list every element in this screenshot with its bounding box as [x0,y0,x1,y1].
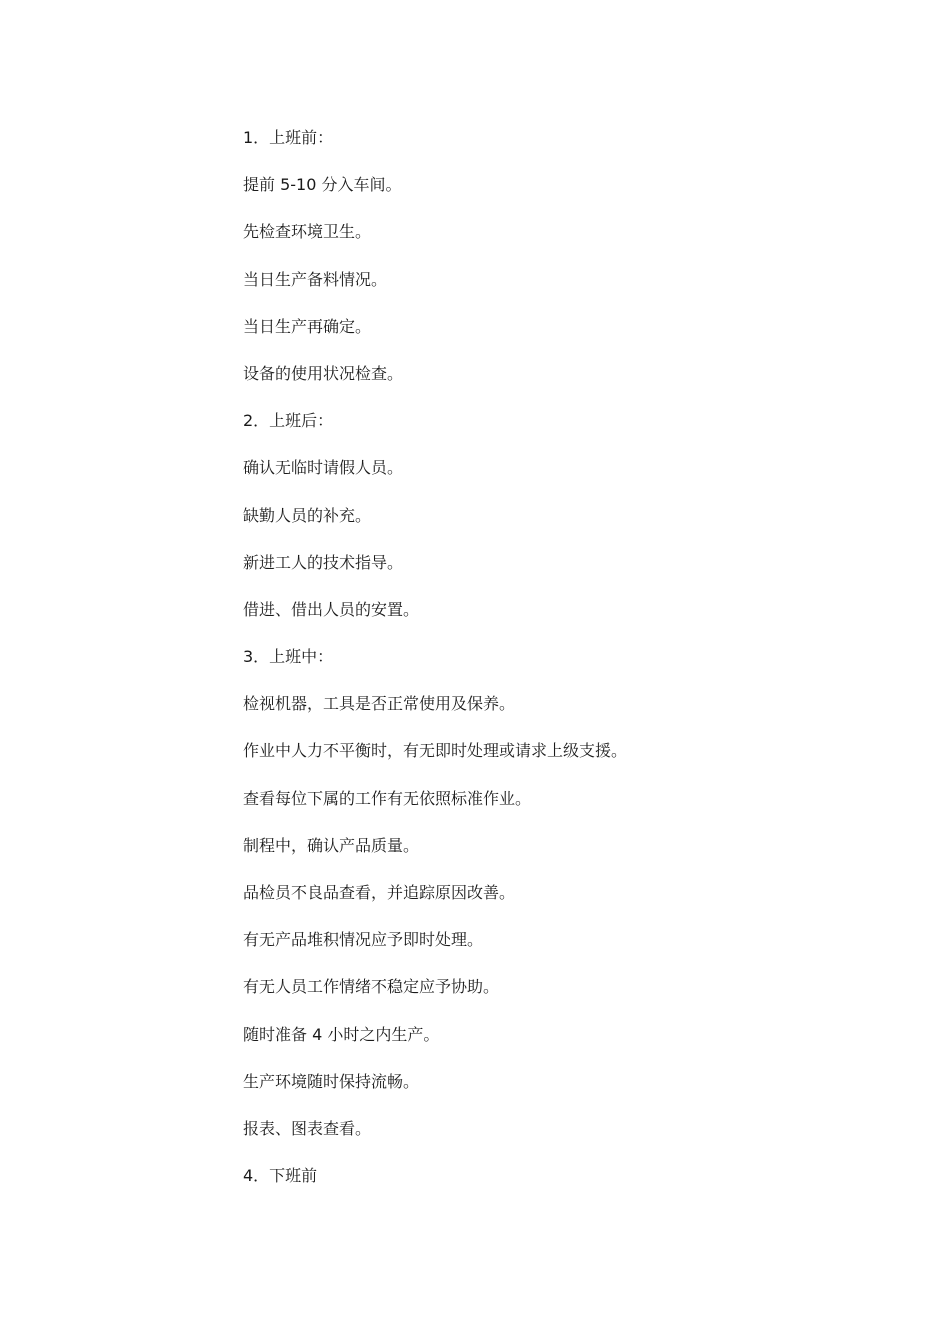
section-heading-after-start: 2．上班后： [243,411,334,431]
paragraph-line: 有无产品堆积情况应予即时处理。 [243,930,484,950]
paragraph-line: 作业中人力不平衡时，有无即时处理或请求上级支援。 [243,741,628,761]
paragraph-line: 生产环境随时保持流畅。 [243,1071,420,1091]
paragraph-line: 新进工人的技术指导。 [243,552,404,572]
paragraph-line: 品检员不良品查看，并追踪原因改善。 [243,883,516,902]
paragraph-line: 设备的使用状况检查。 [243,363,404,383]
paragraph-line: 检视机器，工具是否正常使用及保养。 [243,694,516,714]
paragraph-line: 随时准备 4 小时之内生产。 [243,1024,440,1044]
paragraph-line: 当日生产再确定。 [243,316,372,336]
paragraph-line: 提前 5-10 分入车间。 [243,175,402,195]
document-body [243,124,903,1209]
section-heading-before-leaving: 4．下班前 [243,1166,318,1186]
section-heading-during-work: 3．上班中： [243,647,334,667]
paragraph-line: 报表、图表查看。 [243,1118,372,1138]
paragraph-line: 当日生产备料情况。 [243,269,388,289]
paragraph-line: 确认无临时请假人员。 [243,458,404,478]
section-heading-before-work: 1．上班前： [243,128,334,147]
paragraph-line: 缺勤人员的补充。 [243,505,372,525]
paragraph-line: 查看每位下属的工作有无依照标准作业。 [243,788,532,808]
paragraph-line: 先检查环境卫生。 [243,222,372,242]
paragraph-line: 有无人员工作情绪不稳定应予协助。 [243,977,500,997]
paragraph-line: 借进、借出人员的安置。 [243,599,420,619]
paragraph-line: 制程中，确认产品质量。 [243,835,420,855]
